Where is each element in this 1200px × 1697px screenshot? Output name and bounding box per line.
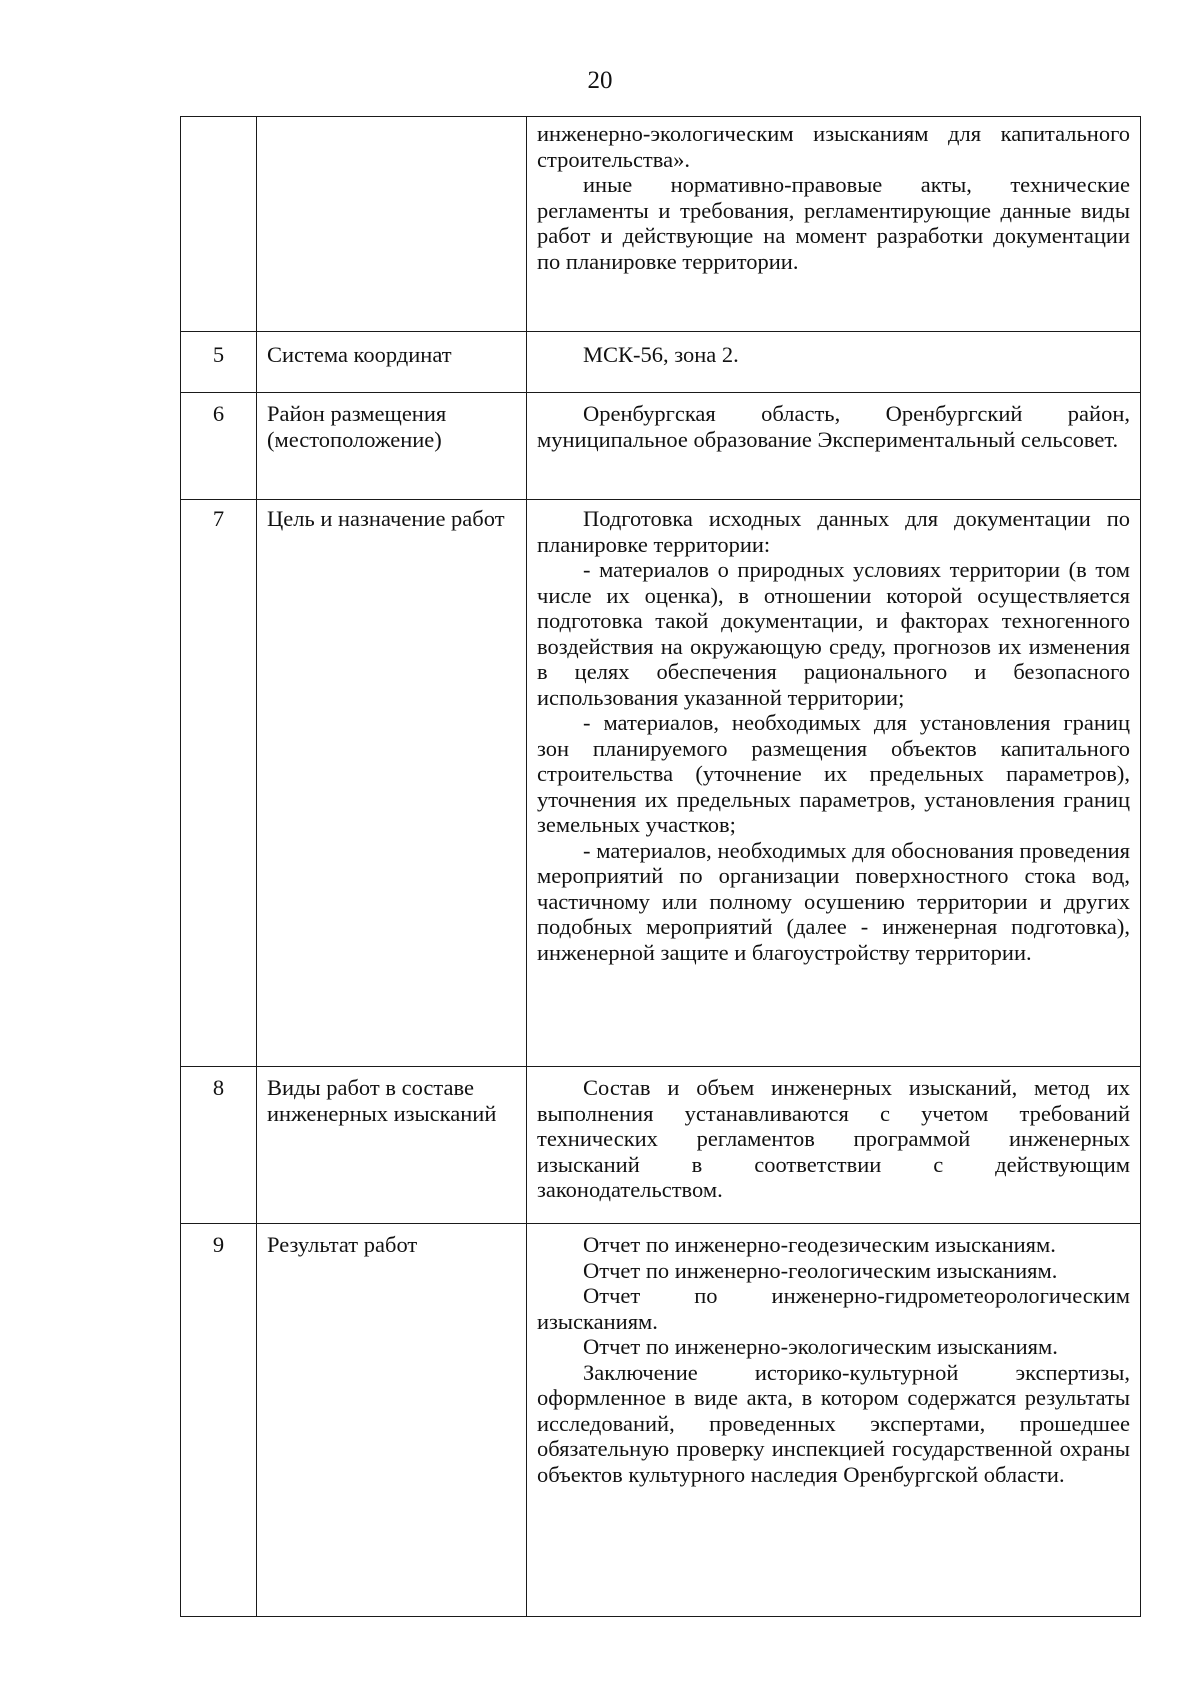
description-paragraph: - материалов, необходимых для обоснования проведения мероприятий по организации поверхностного стока вод, частичному или полному осушению территории и других подобных мероприятий (далее - инженерная подготовка), инженерной защите и благоустройству территории. (537, 837, 1130, 965)
page-number: 20 (587, 67, 613, 94)
row-number-cell: 9 (181, 1224, 257, 1617)
row-name-cell: Система координат (257, 332, 527, 393)
description-paragraph: Подготовка исходных данных для документации по планировке территории: (537, 506, 1130, 557)
row-number-cell (181, 117, 257, 332)
row-number-cell: 5 (181, 332, 257, 393)
row-number-cell: 7 (181, 500, 257, 1067)
description-paragraph: Отчет по инженерно-геодезическим изысканиям. (583, 1232, 1056, 1257)
row-number-cell: 8 (181, 1067, 257, 1224)
table-row (181, 393, 1141, 500)
description-paragraph: - материалов, необходимых для установления границ зон планируемого размещения объектов капитального строительства (уточнение их предельных параметров), уточнения их предельных параметров, установления границ земельных участков; (537, 710, 1130, 837)
table-row (181, 1067, 1141, 1224)
row-name-cell: Цель и назначение работ (257, 500, 527, 1067)
description-paragraph: Отчет по инженерно-гидрометеорологическим изысканиям. (537, 1283, 1130, 1334)
row-name-cell: Район размещения (местоположение) (257, 393, 527, 500)
table-row (181, 332, 1141, 393)
description-paragraph: - материалов о природных условиях территории (в том числе их оценка), в отношении которой осуществляется подготовка такой документации, и факторах техногенного воздействия на окружающую среду, прогнозов их изменения в целях обеспечения рационального и безопасного использования указанной территории; (537, 557, 1130, 710)
row-description-cell (527, 1067, 1141, 1224)
row-name-cell: Виды работ в составе инженерных изысканий (257, 1067, 527, 1224)
row-name-cell (257, 117, 527, 332)
description-paragraph: Отчет по инженерно-геологическим изысканиям. (583, 1257, 1058, 1283)
description-paragraph: Оренбургская область, Оренбургский район, муниципальное образование Экспериментальный сельсовет. (537, 401, 1130, 452)
row-description-cell (527, 393, 1141, 500)
description-paragraph: Заключение историко-культурной экспертизы, оформленное в виде акта, в котором содержатся результаты исследований, проведенных экспертами, прошедшее обязательную проверку инспекцией государственной охраны объектов культурного наследия Оренбургской области. (537, 1359, 1130, 1487)
row-description-cell (527, 1224, 1141, 1617)
table-row (181, 1224, 1141, 1617)
row-name-cell: Результат работ (257, 1224, 527, 1617)
table-row (181, 117, 1141, 332)
row-number-cell: 6 (181, 393, 257, 500)
row-description-cell (527, 332, 1141, 393)
row-description-cell (527, 117, 1141, 332)
description-paragraph: Состав и объем инженерных изысканий, метод их выполнения устанавливаются с учетом требований технических регламентов программой инженерных изысканий в соответствии с действующим законодательством. (537, 1075, 1130, 1202)
requirements-table (180, 116, 1141, 1617)
description-paragraph: иные нормативно-правовые акты, технические регламенты и требования, регламентирующие данные виды работ и действующие на момент разработки документации по планировке территории. (537, 172, 1130, 274)
description-paragraph: МСК-56, зона 2. (583, 342, 739, 367)
row-description-cell (527, 500, 1141, 1067)
description-paragraph: инженерно-экологическим изысканиям для капитального строительства». (537, 121, 1130, 172)
description-paragraph: Отчет по инженерно-экологическим изысканиям. (583, 1334, 1058, 1359)
table-row (181, 500, 1141, 1067)
